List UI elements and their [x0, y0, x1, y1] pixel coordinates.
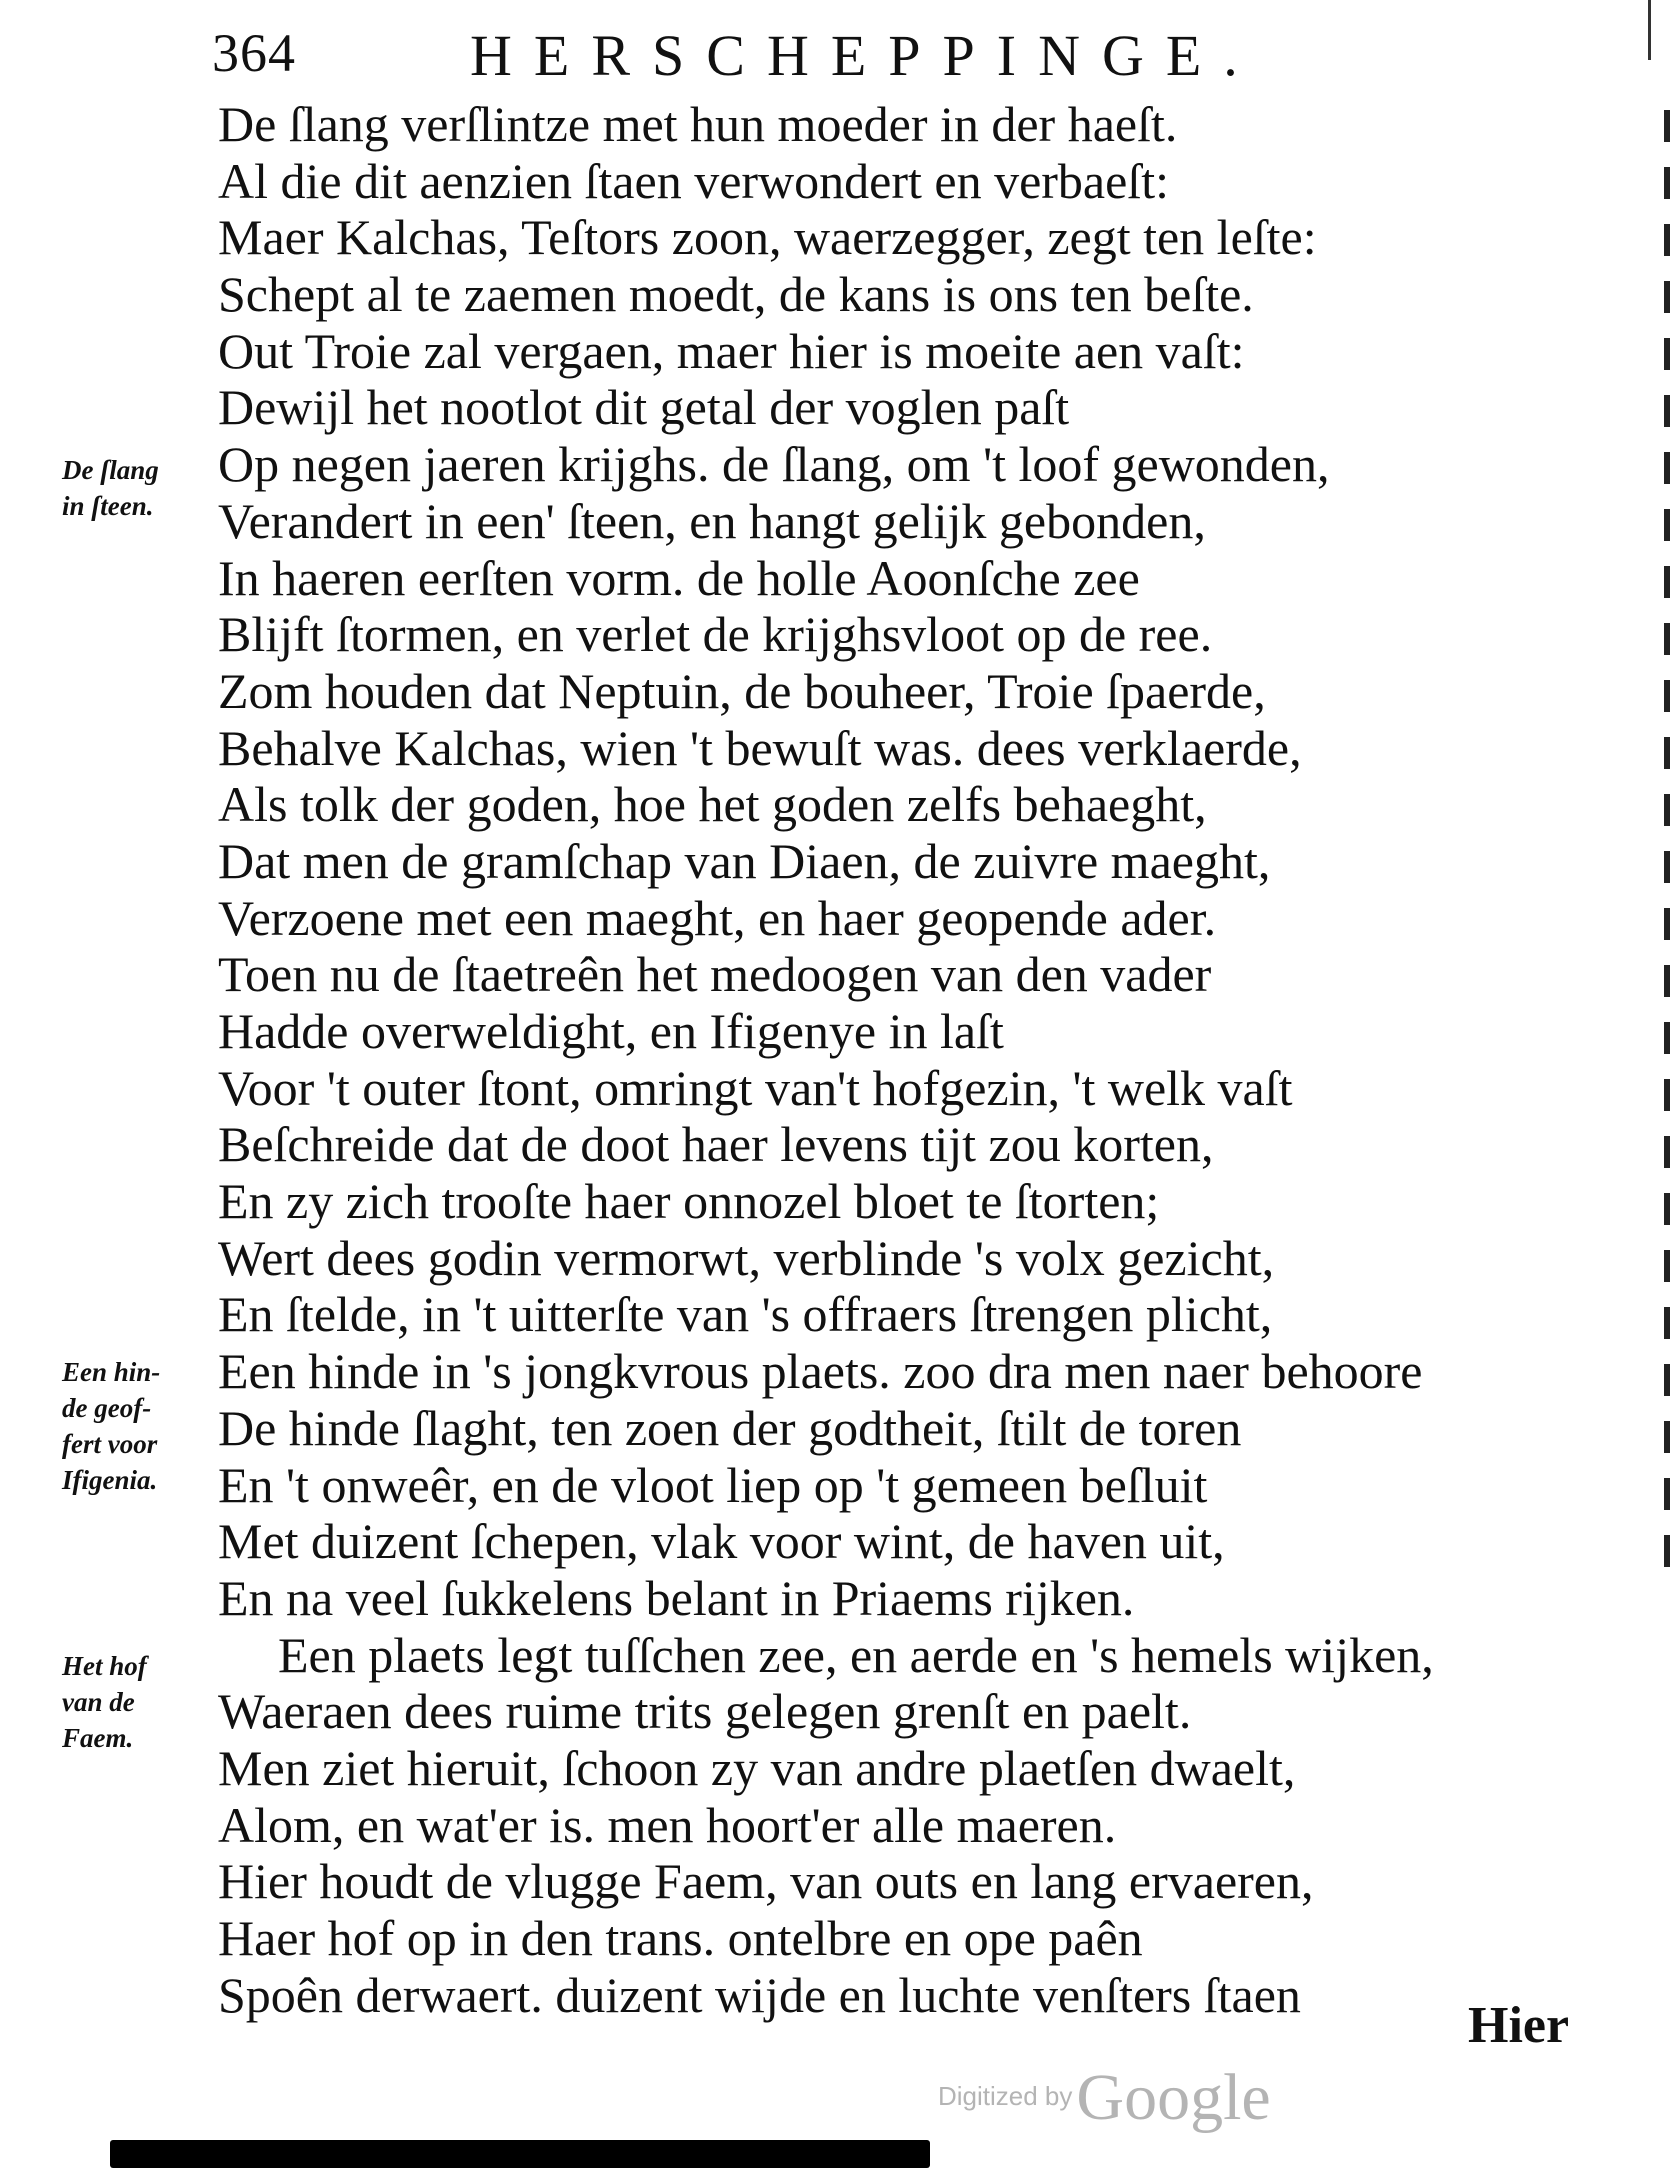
verse-line: Alom, en wat'er is. men hoort'er alle maeren.	[218, 1796, 1117, 1853]
bleed-mark	[1664, 1535, 1670, 1567]
verse-line: Dat men de gramſchap van Diaen, de zuivre maeght,	[218, 832, 1271, 889]
verse-line: De ſlang verſlintze met hun moeder in der haeſt.	[218, 96, 1178, 152]
watermark-prefix: Digitized by	[938, 2081, 1073, 2111]
verse-line: Als tolk der goden, hoe het goden zelfs behaeght,	[218, 776, 1207, 833]
marginal-note-hinde	[62, 1354, 212, 1498]
marginal-note-line: Ifigenia.	[62, 1465, 158, 1495]
bleed-mark	[1664, 566, 1670, 598]
marginal-note-line: de geof-	[62, 1393, 152, 1423]
marginal-note-slang	[62, 452, 212, 524]
verse-line: Zom houden dat Neptuin, de bouheer, Troie ſpaerde,	[218, 662, 1266, 719]
verse-line: Behalve Kalchas, wien 't bewuſt was. dees verklaerde,	[218, 719, 1302, 776]
verse-line: Maer Kalchas, Teſtors zoon, waerzegger, zegt ten leſte:	[218, 209, 1317, 266]
running-head: HERSCHEPPINGE.	[470, 23, 1260, 88]
verse-line: Toen nu de ſtaetreên het medoogen van den vader	[218, 946, 1212, 1003]
verse-line: Schept al te zaemen moedt, de kans is ons ten beſte.	[218, 266, 1254, 323]
verse-line: Al die dit aenzien ſtaen verwondert en verbaeſt:	[218, 152, 1169, 209]
verse-line: Men ziet hieruit, ſchoon zy van andre plaetſen dwaelt,	[218, 1739, 1296, 1796]
digitization-watermark	[938, 2060, 1271, 2136]
verse-line: Met duizent ſchepen, vlak voor wint, de haven uit,	[218, 1513, 1225, 1570]
marginal-note-line: Faem.	[62, 1723, 134, 1753]
verse-line: Een hinde in 's jongkvrous plaets. zoo dra men naer behoore	[218, 1343, 1423, 1400]
bleed-mark	[1664, 1250, 1670, 1282]
verse-line: Op negen jaeren krijghs. de ſlang, om 't loof gewonden,	[218, 436, 1330, 493]
verse-line: En ſtelde, in 't uitterſte van 's offraers ſtrengen plicht,	[218, 1286, 1273, 1343]
verse-line: De hinde ſlaght, ten zoen der godtheit, ſtilt de toren	[218, 1399, 1242, 1456]
verse-line: Dewijl het nootlot dit getal der voglen paſt	[218, 379, 1070, 436]
bleed-mark	[1664, 110, 1670, 142]
scan-edge-line	[1648, 0, 1651, 60]
bleed-mark	[1664, 623, 1670, 655]
verse-line: Voor 't outer ſtont, omringt van't hofgezin, 't welk vaſt	[218, 1059, 1293, 1116]
verse-line: En na veel ſukkelens belant in Priaems rijken.	[218, 1569, 1135, 1626]
bleed-mark	[1664, 452, 1670, 484]
bleed-mark	[1664, 395, 1670, 427]
verse-line: En 't onweêr, en de vloot liep op 't gemeen beſluit	[218, 1456, 1208, 1513]
bleed-mark	[1664, 509, 1670, 541]
marginal-note-line: De ſlang	[62, 455, 159, 485]
verse-line: Verzoene met een maeght, en haer geopende ader.	[218, 889, 1217, 946]
bleed-mark	[1664, 794, 1670, 826]
bleed-mark	[1664, 1307, 1670, 1339]
bleed-mark	[1664, 224, 1670, 256]
bleed-mark	[1664, 1364, 1670, 1396]
verse-line: Een plaets legt tuſſchen zee, en aerde en 's hemels wijken,	[278, 1626, 1434, 1683]
catchword: Hier	[1468, 1997, 1570, 2054]
bleed-mark	[1664, 1193, 1670, 1225]
verse-line: Out Troie zal vergaen, maer hier is moeite aen vaſt:	[218, 322, 1245, 379]
marginal-note-faem	[62, 1648, 212, 1756]
bleed-mark	[1664, 338, 1670, 370]
verse-line: Beſchreide dat de doot haer levens tijt zou korten,	[218, 1116, 1214, 1173]
bleed-mark	[1664, 908, 1670, 940]
bleed-mark	[1664, 281, 1670, 313]
google-logo: Google	[1076, 2061, 1271, 2134]
verse-line: Spoên derwaert. duizent wijde en luchte venſters ſtaen	[218, 1966, 1301, 2023]
verse-line: Haer hof op in den trans. ontelbre en ope paên	[218, 1910, 1143, 1966]
verse-line: Waeraen dees ruime trits gelegen grenſt en paelt.	[218, 1683, 1192, 1740]
marginal-note-line: Het hof	[62, 1651, 147, 1681]
verse-line: Wert dees godin vermorwt, verblinde 's volx gezicht,	[218, 1229, 1275, 1286]
bleed-mark	[1664, 737, 1670, 769]
bleed-mark	[1664, 680, 1670, 712]
bleed-mark	[1664, 1478, 1670, 1510]
bleed-mark	[1664, 1022, 1670, 1054]
bleed-mark	[1664, 965, 1670, 997]
facing-page-bleed	[1664, 110, 1674, 1610]
scan-edge-bar	[110, 2140, 930, 2168]
verse-line: Hier houdt de vlugge Faem, van outs en lang ervaeren,	[218, 1853, 1314, 1910]
bleed-mark	[1664, 1421, 1670, 1453]
verse-line: Verandert in een' ſteen, en hangt gelijk gebonden,	[218, 492, 1206, 549]
page-number: 364	[212, 23, 296, 83]
bleed-mark	[1664, 851, 1670, 883]
verse-line: Hadde overweldight, en Ifigenye in laſt	[218, 1003, 1004, 1059]
marginal-note-line: van de	[62, 1687, 135, 1717]
marginal-note-line: in ſteen.	[62, 491, 154, 521]
marginal-note-line: fert voor	[62, 1429, 158, 1459]
verse-line: En zy zich trooſte haer onnozel bloet te ſtorten;	[218, 1173, 1160, 1230]
bleed-mark	[1664, 1079, 1670, 1111]
verse-line: In haeren eerſten vorm. de holle Aoonſche zee	[218, 549, 1140, 606]
bleed-mark	[1664, 167, 1670, 199]
marginal-note-line: Een hin-	[62, 1357, 161, 1387]
bleed-mark	[1664, 1136, 1670, 1168]
verse-text	[218, 96, 1598, 2023]
verse-line: Blijft ſtormen, en verlet de krijghsvloot op de ree.	[218, 606, 1213, 663]
